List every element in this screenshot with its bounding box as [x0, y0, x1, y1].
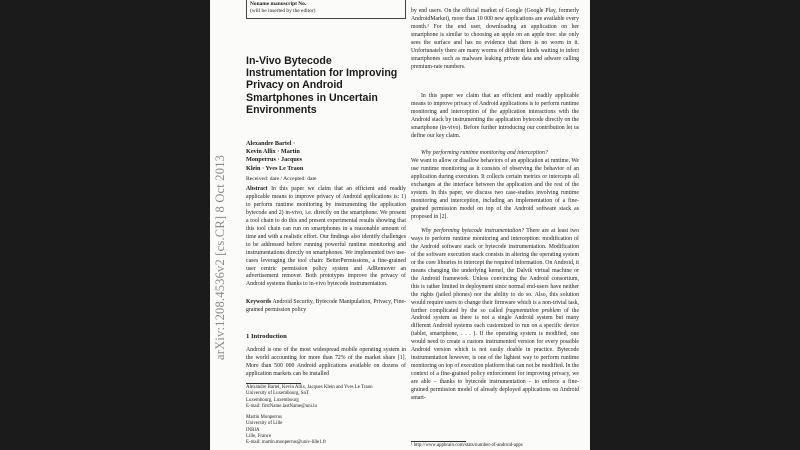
- arxiv-identifier: arXiv:1208.4536v2 [cs.CR] 8 Oct 2013: [213, 154, 227, 360]
- right-para-4: [411, 228, 579, 403]
- right-footnote-rule: [411, 441, 466, 442]
- right-para-2-text: In this paper we claim that an efficient and readily applicable means to improve privacy of Android applications is to perform runtime monitoring and interception of the application interactions with the Android stack by instrumenting the application bytecode directly on the smartphone (in-vivo). Before further introducing our contribution let us define our key claim.: [411, 93, 579, 139]
- right-heading-monitoring: Why performing runtime monitoring and interception?: [421, 150, 548, 156]
- keywords-label: Keywords: [246, 299, 272, 305]
- affil-line: E-mail: firstName.lastName@uni.lu: [246, 403, 317, 409]
- abstract: [246, 186, 406, 289]
- abstract-label: Abstract: [246, 186, 268, 192]
- right-para-4-text-b: of the Android system as there is not a single Android system but many different Android systems each customized to run on a specific device (tablet, smartphone, . . . ). If the operating system is modified, one would need to create a custom instrumented version for every possible Android version which is not easily doable in practice. Bytecode instrumentation however, is one of the lightest way to perform runtime monitoring on top of execution platform that can not be modified. In the context of a fine-grained policy enforcement for improving privacy, we are able – thanks to bytecode instrumentation – to enforce a fine-grained permission model of already deployed applications on Android smart-: [411, 307, 580, 402]
- keywords: [246, 299, 406, 315]
- affil-line: Lille, France: [246, 434, 271, 440]
- keywords-text: Android Security, Bytecode Manipulation, Privacy, Fine-grained permission policy: [246, 299, 406, 313]
- affil-line: E-mail: martin.monperrus@univ-lille1.fr: [246, 440, 327, 446]
- abstract-text: In this paper we claim that an efficient and readily applicable means to improve privacy of Android applications is: 1) to perform runtime monitoring by instrumenting the application bytecode and 2) in-vivo, i.e. directly on the smartphone. We present a tool chain to do this and present experimental results showing that this tool chain can run on smartphones in a reasonable amount of time and with a realistic effort. Our findings also identify challenges to be addressed before running powerful runtime monitoring and instrumentations directly on smartphones. We implemented two use-cases leveraging the tool chain: BetterPermissions, a fine-grained user centric permission policy system and AdRemover an advertisement remover. Both prototypes improve the privacy of Android systems thanks to in-vivo bytecode instrumentation.: [246, 186, 407, 288]
- affil-line: University of Luxembourg, SnT: [246, 391, 309, 397]
- affiliations: [246, 385, 406, 447]
- author-list: [246, 140, 356, 173]
- manuscript-note: (will be inserted by the editor): [250, 7, 316, 14]
- right-para-3: [411, 150, 579, 222]
- affil-line: Luxembourg, Luxembourg: [246, 397, 299, 403]
- paper-page: [210, 0, 590, 450]
- author-line: Kevin Allix · Martin: [246, 148, 300, 156]
- right-para-4-text-a: There are at least two ways to perform runtime monitoring and interception: modification of the Android software stack or bytecode instrumentation. Modification of the software execution stack consists in altering the operating system or the core libraries to intercept the required information. On Android, it means changing the underlying kernel, the Dalvik virtual machine or the Android framework. Unless convincing the Android consortium, this is rather limited in deployment since normal end-users have neither the rights (jailed phones) nor the ability to do so. Also, this solution would require users to change their firmware which is a non-trivial task, further complicated by the so called: [411, 228, 579, 314]
- right-para-2: [411, 93, 579, 141]
- right-heading-bytecode: Why performing bytecode instrumentation?: [421, 228, 525, 234]
- manuscript-number: Noname manuscript No.: [250, 1, 307, 7]
- affil-line: INRIA: [246, 427, 260, 433]
- received-date: Received: date / Accepted: date: [246, 176, 317, 182]
- right-para-3-text: We want to allow or disallow behaviors of an application at runtime. We use runtime monitoring as it consists of observing the behavior of an application during execution. It collects certain metrics or intercepts all exchanges at the interface between the application and the rest of the system. In this paper, we discuss two case-studies involving runtime monitoring and interception, including an implementation of a fine-grained permission model on top of the Android software stack as proposed in [2].: [411, 157, 579, 220]
- affil-line: Martin Monperrus: [246, 415, 282, 421]
- right-para-4-term: fragmentation problem: [505, 307, 561, 314]
- author-line: Klein · Yves Le Traon: [246, 164, 304, 172]
- intro-text: Android is one of the most widespread mobile operating system in the world accounting for more than 72% of the market share [1]. More than 500 000 Android applications available on dozens of application markets can be installed: [246, 347, 406, 377]
- footnote-rule: [246, 383, 301, 384]
- paper-title: In-Vivo Bytecode Instrumentation for Improving Privacy on Android Smartphones in Uncertain Environments: [246, 55, 398, 116]
- affil-line: Alexandre Bartel, Kevin Allix, Jacques Klein and Yves Le Traon: [246, 385, 373, 390]
- right-para-1: by end users. On the official market of Google (Google Play, formerly AndroidMarket), more than 10 000 new applications are available every month.¹ For the end user, downloading an application on her smartphone is similar to choosing an apple on an apple tree: she only sees the surface and has no evidence that there is no worm in it. Unfortunately there are many worms of different kinds waiting to infect smartphones such as malware leaking private data and adware calling premium-rate numbers.: [411, 8, 579, 70]
- footnote: ¹ http://www.appbrain.com/stats/number-of-android-apps: [411, 443, 523, 448]
- author-line: Alexandre Bartel ·: [246, 140, 296, 147]
- author-line: Monperrus · Jacques: [246, 156, 303, 164]
- affil-line: University of Lille: [246, 421, 283, 427]
- manuscript-box: [246, 0, 406, 19]
- section-heading-introduction: 1 Introduction: [246, 333, 287, 340]
